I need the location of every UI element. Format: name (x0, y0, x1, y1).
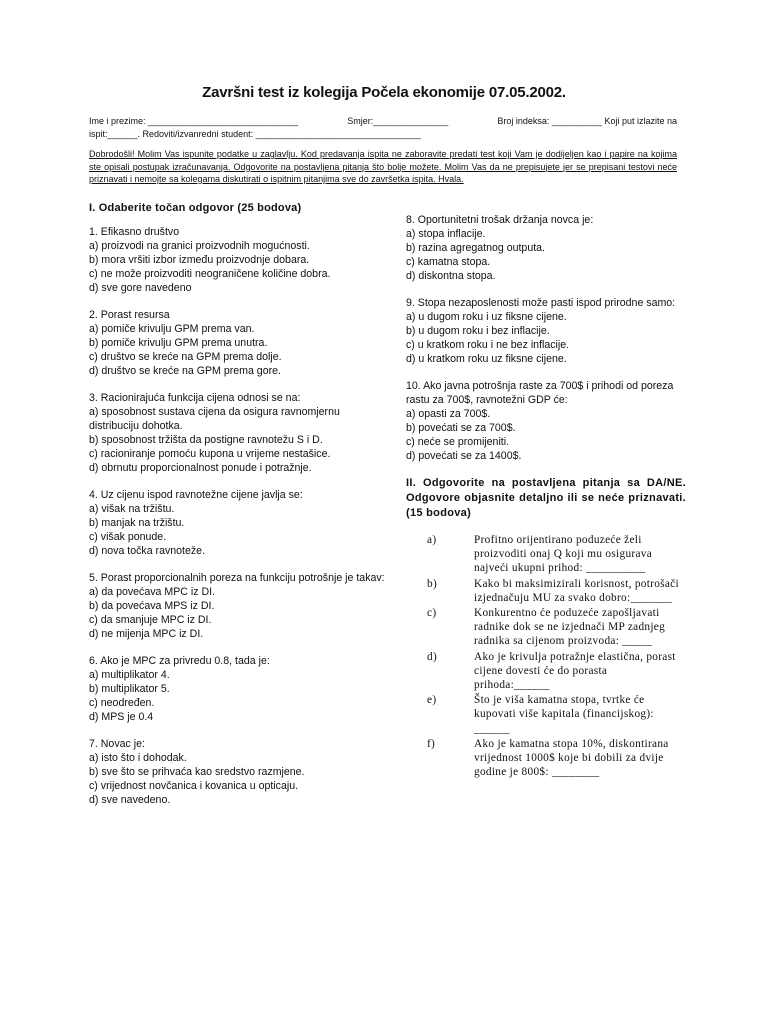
answer-option[interactable]: c) kamatna stopa. (406, 256, 491, 268)
answer-option[interactable]: c) društvo se kreće na GPM prema dolje. (89, 351, 282, 363)
answer-option[interactable]: a) sposobnost sustava cijena da osigura ravnomjernu distribuciju dohotka. (89, 406, 340, 432)
answer-option[interactable]: b) mora vršiti izbor između proizvodnje dobara. (89, 254, 310, 266)
answer-option[interactable]: d) sve gore navedeno (89, 282, 192, 294)
section1-heading: I. Odaberite točan odgovor (25 bodova) (89, 202, 302, 214)
question (89, 571, 389, 641)
answer-option[interactable]: d) diskontna stopa. (406, 270, 496, 282)
header-fields (89, 115, 677, 141)
answer-option[interactable]: b) pomiče krivulju GPM prema unutra. (89, 337, 268, 349)
answer-option[interactable]: d) društvo se kreće na GPM prema gore. (89, 365, 281, 377)
answer-option[interactable]: a) u dugom roku i uz fiksne cijene. (406, 311, 567, 323)
smjer-field[interactable]: Smjer:_______________ (347, 116, 449, 126)
right-column (406, 213, 686, 780)
answer-option[interactable]: b) da povećava MPS iz DI. (89, 600, 215, 612)
item-statement[interactable]: Konkurentno će poduzeće zapošljavati radnike dok se ne izjednači MP zadnjeg radnika sa cijenom proizvoda: _____ (474, 607, 666, 648)
item-statement[interactable]: Što je viša kamatna stopa, tvrtke će kupovati više kapitala (financijskog): ______ (474, 694, 654, 735)
yes-no-item (406, 737, 686, 780)
question-text: 10. Ako javna potrošnja raste za 700$ i prihodi od poreza rastu za 700$, ravnotežni GDP će: (406, 380, 674, 406)
answer-option[interactable]: a) da povećava MPC iz DI. (89, 586, 215, 598)
welcome-instructions: Dobrodošli! Molim Vas ispunite podatke u zaglavlju. Kod predavanja ispita ne zaboravite predati test koji Vam je dodijeljen kao i papire na kojima ste opisali postupak izračunavanja. Odgovorite na postavljena pitanja što bolje možete. Molim Vas da ne prepisujete jer se prepisani testovi neće priznavati i nemojte sa kolegama diskutirati o ispitnim pitanjima sve do završetka ispita. Hvala. (89, 149, 677, 184)
answer-option[interactable]: c) da smanjuje MPC iz DI. (89, 614, 212, 626)
yes-no-item (406, 606, 686, 649)
answer-option[interactable]: a) višak na tržištu. (89, 503, 175, 515)
question-text: 5. Porast proporcionalnih poreza na funkciju potrošnje je takav: (89, 572, 385, 584)
item-letter: f) (427, 737, 436, 750)
question (406, 296, 686, 366)
answer-option[interactable]: b) sve što se prihvaća kao sredstvo razmjene. (89, 766, 305, 778)
question (89, 488, 389, 558)
item-statement[interactable]: Profitno orijentirano poduzeće želi proizvoditi onaj Q koji mu osigurava najveći ukupni prihod: __________ (474, 534, 653, 575)
answer-option[interactable]: c) neće se promijeniti. (406, 436, 510, 448)
question-text: 8. Oportunitetni trošak držanja novca je: (406, 214, 594, 226)
section2-heading: II. Odgovorite na postavljena pitanja sa DA/NE. Odgovore objasnite detaljno ili se neće priznavati. (15 bodova) (406, 477, 686, 519)
answer-option[interactable]: d) nova točka ravnoteže. (89, 545, 206, 557)
answer-option[interactable]: a) pomiče krivulju GPM prema van. (89, 323, 255, 335)
question-text: 9. Stopa nezaposlenosti može pasti ispod prirodne samo: (406, 297, 676, 309)
question-text: 1. Efikasno društvo (89, 226, 180, 238)
answer-option[interactable]: a) proizvodi na granici proizvodnih mogućnosti. (89, 240, 310, 252)
answer-option[interactable]: c) racioniranje pomoću kupona u vrijeme nestašice. (89, 448, 331, 460)
left-column (89, 201, 389, 820)
answer-option[interactable]: b) u dugom roku i bez inflacije. (406, 325, 550, 337)
yes-no-item (406, 577, 686, 605)
answer-option[interactable]: b) povećati se za 700$. (406, 422, 516, 434)
answer-option[interactable]: b) multiplikator 5. (89, 683, 170, 695)
item-letter: a) (427, 534, 437, 546)
question-text: 7. Novac je: (89, 738, 145, 750)
item-letter: c) (427, 607, 437, 620)
answer-option[interactable]: a) stopa inflacije. (406, 228, 486, 240)
question-text: 3. Racionirajuća funkcija cijena odnosi se na: (89, 392, 301, 404)
question (89, 308, 389, 378)
answer-option[interactable]: c) vrijednost novčanica i kovanica u opticaju. (89, 780, 299, 792)
answer-option[interactable]: d) MPS je 0.4 (89, 711, 154, 723)
exam-attempt-field[interactable]: ispit:______. Redoviti/izvanredni student: _________________________________ (89, 129, 421, 139)
answer-option[interactable]: a) multiplikator 4. (89, 669, 170, 681)
section2-list (406, 533, 686, 779)
yes-no-item (406, 650, 686, 693)
question-text: 2. Porast resursa (89, 309, 170, 321)
answer-option[interactable]: c) u kratkom roku i ne bez inflacije. (406, 339, 570, 351)
item-letter: b) (427, 577, 438, 590)
question (89, 737, 389, 807)
question (406, 379, 686, 463)
answer-option[interactable]: b) razina agregatnog outputa. (406, 242, 545, 254)
answer-option[interactable]: d) obrnutu proporcionalnost ponude i potražnje. (89, 462, 312, 474)
question (89, 391, 389, 475)
answer-option[interactable]: d) u kratkom roku uz fiksne cijene. (406, 353, 567, 365)
item-letter: e) (427, 694, 437, 707)
question-text: 6. Ako je MPC za privredu 0.8, tada je: (89, 655, 270, 667)
question (406, 213, 686, 283)
item-statement[interactable]: Ako je kamatna stopa 10%, diskontirana vrijednost 1000$ koje bi dobili za dvije godine je 800$: ________ (474, 737, 669, 779)
answer-option[interactable]: a) opasti za 700$. (406, 408, 491, 420)
question (89, 225, 389, 295)
question-text: 4. Uz cijenu ispod ravnotežne cijene javlja se: (89, 489, 303, 501)
question (89, 654, 389, 724)
answer-option[interactable]: b) sposobnost tržišta da postigne ravnotežu S i D. (89, 434, 323, 446)
item-statement[interactable]: Ako je krivulja potražnje elastična, porast cijene dovesti će do porasta prihoda:______ (474, 650, 676, 692)
answer-option[interactable]: c) ne može proizvoditi neograničene količine dobra. (89, 268, 331, 280)
name-field[interactable]: Ime i prezime: ______________________________ (89, 116, 299, 126)
answer-option[interactable]: a) isto što i dohodak. (89, 752, 187, 764)
page-title: Završni test iz kolegija Počela ekonomije 07.05.2002. (202, 84, 566, 101)
answer-option[interactable]: b) manjak na tržištu. (89, 517, 185, 529)
yes-no-item (406, 693, 686, 736)
answer-option[interactable]: c) neodređen. (89, 697, 155, 709)
answer-option[interactable]: d) povećati se za 1400$. (406, 450, 522, 462)
answer-option[interactable]: d) ne mijenja MPC iz DI. (89, 628, 204, 640)
item-letter: d) (427, 650, 438, 663)
index-field[interactable]: Broj indeksa: __________ Koji put izlazite na (497, 116, 677, 126)
item-statement[interactable]: Kako bi maksimizirali korisnost, potrošači izjednačuju MU za svako dobro:_______ (474, 577, 679, 604)
answer-option[interactable]: d) sve navedeno. (89, 794, 171, 806)
answer-option[interactable]: c) višak ponude. (89, 531, 167, 543)
yes-no-item (406, 533, 686, 576)
